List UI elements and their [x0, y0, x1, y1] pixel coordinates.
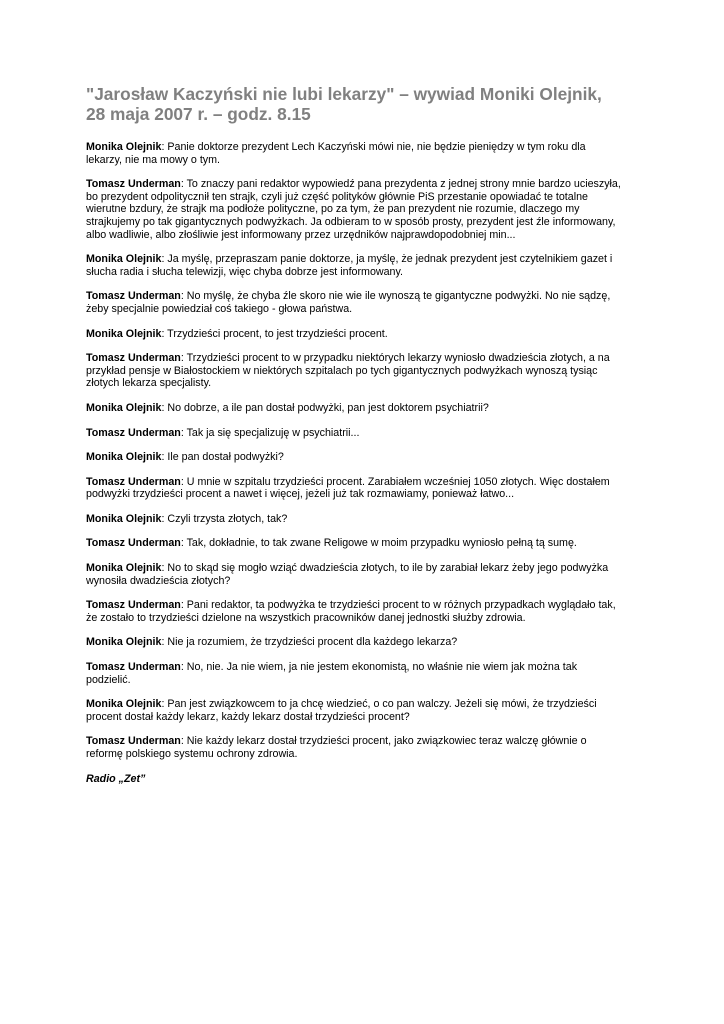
paragraph-line [86, 290, 646, 303]
line-text: reformę polskiego systemu ochrony zdrowia. [86, 748, 298, 760]
title-line: "Jarosław Kaczyński nie lubi lekarzy" – wywiad Moniki Olejnik, [86, 84, 602, 104]
paragraph-line [86, 513, 646, 526]
line-text: bo prezydent odpolitycznił ten strajk, czyli już część polityków głównie PiS przestanie opowiadać te totalne [86, 190, 588, 203]
paragraph-line [86, 636, 646, 649]
line-text: : Tak, dokładnie, to tak zwane Religowe w moim przypadku wyniosło pełną tą sumę. [180, 537, 577, 550]
line-text: : No to skąd się mogło wziąć dwadzieścia złotych, to ile by zarabiał lekarz żeby jego podwyżka [161, 562, 609, 575]
article-title [86, 84, 646, 124]
paragraph-line [86, 612, 646, 625]
dialogue-paragraph [86, 352, 646, 390]
line-text: : Nie ja rozumiem, że trzydzieści procent dla każdego lekarza? [161, 636, 458, 649]
line-text: podwyżki trzydzieści procent a nawet i więcej, jeżeli już tak rozmawiamy, ponieważ łatwo... [86, 488, 515, 501]
paragraph-line [86, 216, 646, 229]
paragraph-line [86, 488, 646, 501]
line-text: : No dobrze, a ile pan dostał podwyżki, pan jest doktorem psychiatrii? [161, 401, 489, 414]
paragraph-line [86, 203, 646, 216]
paragraph-line [86, 711, 646, 724]
paragraph-line [86, 748, 646, 761]
speaker-name: Tomasz Underman [86, 290, 181, 303]
line-text: : Trzydzieści procent to w przypadku niektórych lekarzy wyniosło dwadzieścia złotych, a na [180, 352, 610, 365]
title-date-line: 28 maja 2007 r. – godz. 8.15 [86, 104, 311, 124]
speaker-name: Tomasz Underman [86, 735, 181, 748]
dialogue-paragraph [86, 402, 646, 415]
paragraph-line [86, 575, 646, 588]
dialogue-paragraph [86, 427, 646, 440]
paragraph-line [86, 365, 646, 378]
dialogue-paragraph [86, 328, 646, 341]
speaker-name: Monika Olejnik [86, 562, 162, 575]
speaker-name: Tomasz Underman [86, 537, 181, 550]
dialogue-paragraph [86, 451, 646, 464]
paragraph-line [86, 562, 646, 575]
paragraph-line [86, 661, 646, 674]
speaker-name: Monika Olejnik [86, 327, 162, 340]
speaker-name: Tomasz Underman [86, 599, 181, 612]
dialogue-paragraph [86, 537, 646, 550]
line-text: : Czyli trzysta złotych, tak? [161, 512, 288, 525]
line-text: albo wadliwie, albo złośliwie jest informowany przez urzędników najprawdopodobniej min... [86, 228, 516, 241]
line-text: : Nie każdy lekarz dostał trzydzieści procent, jako związkowiec teraz walczę głównie o [180, 735, 587, 748]
speaker-name: Monika Olejnik [86, 451, 162, 464]
line-text: procent dostał każdy lekarz, każdy lekarz dostał trzydzieści procent? [86, 710, 410, 723]
dialogue-paragraph [86, 636, 646, 649]
line-text: : Ja myślę, przepraszam panie doktorze, ja myślę, że jednak prezydent jest czytelnikiem gazet i [161, 253, 613, 266]
speaker-name: Tomasz Underman [86, 426, 181, 439]
dialogue-paragraph [86, 735, 646, 760]
paragraph-line [86, 735, 646, 748]
dialogue-paragraph [86, 562, 646, 587]
line-text: : Tak ja się specjalizuję w psychiatrii... [180, 426, 360, 439]
line-text: lekarzy, nie ma mowy o tym. [86, 153, 221, 166]
line-text: : Panie doktorze prezydent Lech Kaczyński mówi nie, nie będzie pieniędzy w tym roku dla [161, 141, 586, 153]
speaker-name: Monika Olejnik [86, 512, 162, 525]
paragraph-line [86, 402, 646, 415]
interview-transcript [86, 141, 646, 761]
line-text: złotych lekarza specjalisty. [86, 377, 212, 390]
line-text: : Pani redaktor, ta podwyżka te trzydzieści procent to w różnych przypadkach wyglądało tak, [180, 599, 616, 612]
line-text: : To znaczy pani redaktor wypowiedź pana prezydenta z jednej strony mnie bardzo ucieszyła, [180, 178, 621, 191]
speaker-name: Monika Olejnik [86, 141, 162, 153]
speaker-name: Monika Olejnik [86, 253, 162, 266]
paragraph-line [86, 599, 646, 612]
line-text: strajkujemy po tak gigantycznych podwyżkach. Ja odbieram to w sposób prosty, prezydent jest źle informowany, [86, 215, 616, 228]
speaker-name: Tomasz Underman [86, 661, 181, 674]
dialogue-paragraph [86, 599, 646, 624]
speaker-name: Monika Olejnik [86, 401, 162, 414]
speaker-name: Tomasz Underman [86, 352, 181, 365]
line-text: : No myślę, że chyba źle skoro nie wie ile wynoszą te gigantyczne podwyżki. No nie sądzę, [180, 290, 611, 303]
source-attribution: Radio „Zet” [86, 772, 146, 785]
paragraph-line [86, 253, 646, 266]
line-text: żeby specjalnie powiedział coś takiego - głowa państwa. [86, 302, 353, 315]
line-text: : U mnie w szpitalu trzydzieści procent. Zarabiałem wcześniej 1050 złotych. Więc dostałem [180, 475, 610, 488]
paragraph-line [86, 141, 646, 154]
dialogue-paragraph [86, 290, 646, 315]
paragraph-line [86, 178, 646, 191]
paragraph-line [86, 377, 646, 390]
paragraph-line [86, 191, 646, 204]
paragraph-line [86, 266, 646, 279]
paragraph-line [86, 154, 646, 167]
document-page [86, 84, 646, 785]
line-text: że zostało to trzydzieści dzielone na wszystkich pracowników danej jednostki służby zdrowia. [86, 611, 526, 624]
dialogue-paragraph [86, 253, 646, 278]
line-text: : Pan jest związkowcem to ja chcę wiedzieć, o co pan walczy. Jeżeli się mówi, że trzydzieści [161, 698, 597, 711]
paragraph-line [86, 451, 646, 464]
dialogue-paragraph [86, 141, 646, 166]
paragraph-line [86, 674, 646, 687]
paragraph-line [86, 476, 646, 489]
line-text: : Ile pan dostał podwyżki? [161, 451, 284, 464]
speaker-name: Tomasz Underman [86, 178, 181, 191]
line-text: : Trzydzieści procent, to jest trzydzieści procent. [161, 327, 388, 340]
dialogue-paragraph [86, 661, 646, 686]
speaker-name: Monika Olejnik [86, 698, 162, 711]
speaker-name: Tomasz Underman [86, 475, 181, 488]
dialogue-paragraph [86, 513, 646, 526]
line-text: wynosiła dwadzieścia złotych? [86, 574, 231, 587]
line-text: słucha radia i słucha telewizji, więc chyba dobrze jest informowany. [86, 265, 404, 278]
paragraph-line [86, 229, 646, 242]
line-text: : No, nie. Ja nie wiem, ja nie jestem ekonomistą, no właśnie nie wiem jak można tak [180, 661, 578, 674]
speaker-name: Monika Olejnik [86, 636, 162, 649]
line-text: przykład pensje w Białostockiem w niektórych szpitalach po tych gigantycznych podwyżkach wynoszą tysiąc [86, 364, 598, 377]
paragraph-line [86, 698, 646, 711]
line-text: wierutne bzdury, że strajk ma podłoże polityczne, po za tym, że pan prezydent nie rozumie, dlaczego my [86, 203, 580, 216]
paragraph-line [86, 328, 646, 341]
line-text: podzielić. [86, 673, 131, 686]
paragraph-line [86, 427, 646, 440]
dialogue-paragraph [86, 476, 646, 501]
dialogue-paragraph [86, 178, 646, 241]
dialogue-paragraph [86, 698, 646, 723]
paragraph-line [86, 537, 646, 550]
paragraph-line [86, 303, 646, 316]
paragraph-line [86, 352, 646, 365]
